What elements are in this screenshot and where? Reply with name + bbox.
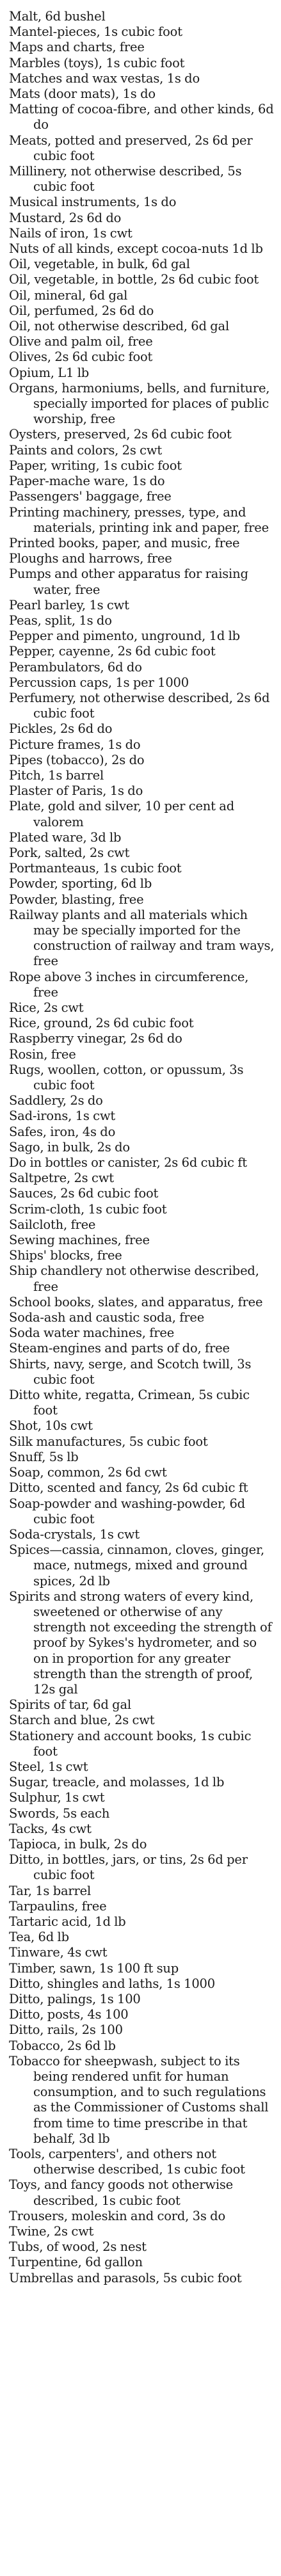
tariff-entry: Safes, iron, 4s do [9, 1124, 116, 1139]
tariff-entry: Tarpaulins, free [9, 1898, 107, 1914]
tariff-entry: Ship chandlery not otherwise described, free [9, 1263, 259, 1294]
tariff-entry: Nuts of all kinds, except cocoa-nuts 1d lb [9, 241, 263, 257]
tariff-entry: Tinware, 4s cwt [9, 1945, 108, 1960]
tariff-entry: Ditto, rails, 2s 100 [9, 2022, 123, 2038]
tariff-entry: Pitch, 1s barrel [9, 767, 104, 783]
tariff-entry: Steel, 1s cwt [9, 1759, 88, 1774]
tariff-entry: Passengers' baggage, free [9, 489, 172, 504]
tariff-entry: Peas, split, 1s do [9, 612, 112, 628]
tariff-entry: Turpentine, 6d gallon [9, 2255, 143, 2270]
tariff-entry: Picture frames, 1s do [9, 737, 141, 752]
tariff-entry: Plaster of Paris, 1s do [9, 783, 143, 799]
tariff-entry: Tubs, of wood, 2s nest [9, 2239, 147, 2255]
tariff-entry: Tapioca, in bulk, 2s do [9, 1836, 147, 1852]
tariff-entry: Ditto, palings, 1s 100 [9, 1992, 141, 2006]
tariff-entry: Olive and palm oil, free [9, 334, 153, 349]
tariff-entry: Shot, 10s cwt [9, 1418, 93, 1434]
tariff-entry: Rice, ground, 2s 6d cubic foot [9, 1016, 194, 1031]
tariff-entry: Pepper and pimento, unground, 1d lb [9, 628, 240, 644]
tariff-entry: Soda-crystals, 1s cwt [9, 1526, 140, 1542]
tariff-entry: Pearl barley, 1s cwt [9, 597, 129, 612]
tariff-entry: Millinery, not otherwise described, 5s cubic foot [9, 164, 242, 195]
tariff-entry: Musical instruments, 1s do [9, 195, 177, 210]
tariff-entry: Ditto, shingles and laths, 1s 1000 [9, 1976, 215, 1991]
tariff-entry: Matting of cocoa-fibre, and other kinds, 6d do [9, 102, 274, 132]
tariff-entry: Soap, common, 2s 6d cwt [9, 1465, 167, 1480]
tariff-entry: Nails of iron, 1s cwt [9, 225, 132, 241]
tariff-entry: Saltpetre, 2s cwt [9, 1171, 114, 1186]
tariff-entry: Ditto, posts, 4s 100 [9, 2007, 129, 2022]
tariff-entry: Paints and colors, 2s cwt [9, 442, 162, 458]
tariff-entry: Tacks, 4s cwt [9, 1821, 92, 1836]
tariff-entry: Ships' blocks, free [9, 1248, 122, 1263]
tariff-entry: Maps and charts, free [9, 40, 145, 55]
tariff-entry: Plate, gold and silver, 10 per cent ad valorem [9, 799, 234, 829]
tariff-entry: Pumps and other apparatus for raising water, free [9, 566, 248, 597]
tariff-entry: Spirits and strong waters of every kind, sweetened or otherwise of any strength not exceeding the strength of proof by Sykes's hydrometer, and so on in proportion for any greater strength than the strength of proof, 12s gal [9, 1588, 272, 1697]
tariff-entry: Rice, 2s cwt [9, 1000, 84, 1015]
tariff-entry: Stationery and account books, 1s cubic foot [9, 1728, 252, 1759]
tariff-list [9, 9, 275, 2286]
tariff-entry: Mantel-pieces, 1s cubic foot [9, 24, 182, 40]
tariff-entry: Ditto, in bottles, jars, or tins, 2s 6d per cubic foot [9, 1852, 248, 1883]
tariff-entry: Olives, 2s 6d cubic foot [9, 349, 153, 365]
tariff-entry: Meats, potted and preserved, 2s 6d per cubic foot [9, 132, 253, 163]
tariff-entry: Toys, and fancy goods not otherwise described, 1s cubic foot [9, 2177, 234, 2208]
tariff-entry: Printed books, paper, and music, free [9, 535, 240, 550]
tariff-entry: Ploughs and harrows, free [9, 551, 172, 566]
tariff-entry: Matches and wax vestas, 1s do [9, 70, 200, 86]
tariff-entry: Soap-powder and washing-powder, 6d cubic foot [9, 1496, 245, 1526]
tariff-entry: Sailcloth, free [9, 1217, 96, 1232]
tariff-entry: Portmanteaus, 1s cubic foot [9, 861, 182, 876]
tariff-entry: Soda water machines, free [9, 1325, 175, 1341]
tariff-entry: Tobacco for sheepwash, subject to its being rendered unfit for human consumption, and to such regulations as the Commissioner of Customs shall from time to time prescribe in that behalf, 3d lb [9, 2053, 269, 2146]
tariff-entry: Printing machinery, presses, type, and materials, printing ink and paper, free [9, 504, 269, 535]
tariff-entry: Sad-irons, 1s cwt [9, 1108, 115, 1124]
tariff-entry: Perfumery, not otherwise described, 2s 6d cubic foot [9, 690, 270, 721]
tariff-entry: Do in bottles or canister, 2s 6d cubic ft [9, 1155, 247, 1171]
tariff-entry: Tobacco, 2s 6d lb [9, 2038, 116, 2053]
tariff-entry: Trousers, moleskin and cord, 3s do [9, 2208, 225, 2223]
tariff-entry: Sewing machines, free [9, 1233, 150, 1248]
tariff-entry: Rugs, woollen, cotton, or opussum, 3s cubic foot [9, 1062, 244, 1093]
tariff-entry: Sugar, treacle, and molasses, 1d lb [9, 1775, 225, 1790]
tariff-entry: Powder, blasting, free [9, 892, 144, 907]
tariff-entry: Oysters, preserved, 2s 6d cubic foot [9, 427, 232, 442]
tariff-entry: Rosin, free [9, 1046, 76, 1062]
tariff-entry: Ditto white, regatta, Crimean, 5s cubic foot [9, 1388, 250, 1418]
tariff-entry: Sauces, 2s 6d cubic foot [9, 1186, 159, 1201]
tariff-entry: Saddlery, 2s do [9, 1093, 103, 1108]
tariff-entry: Snuff, 5s lb [9, 1449, 79, 1464]
tariff-entry: Oil, vegetable, in bottle, 2s 6d cubic foot [9, 272, 259, 287]
tariff-entry: Organs, harmoniums, bells, and furniture, specially imported for places of public worship, free [9, 380, 270, 427]
tariff-entry: Raspberry vinegar, 2s 6d do [9, 1031, 182, 1046]
tariff-entry: Paper, writing, 1s cubic foot [9, 458, 182, 473]
tariff-entry: Timber, sawn, 1s 100 ft sup [9, 1960, 179, 1976]
tariff-entry: Sulphur, 1s cwt [9, 1790, 105, 1805]
tariff-entry: Silk manufactures, 5s cubic foot [9, 1434, 208, 1449]
tariff-entry: Soda-ash and caustic soda, free [9, 1310, 205, 1325]
tariff-entry: Tar, 1s barrel [9, 1883, 92, 1898]
tariff-entry: Tools, carpenters', and others not otherwise described, 1s cubic foot [9, 2147, 245, 2177]
tariff-entry: Powder, sporting, 6d lb [9, 876, 152, 892]
tariff-entry: Percussion caps, 1s per 1000 [9, 675, 189, 690]
tariff-entry: Starch and blue, 2s cwt [9, 1713, 155, 1728]
tariff-entry: Pipes (tobacco), 2s do [9, 752, 145, 767]
tariff-entry: Tartaric acid, 1d lb [9, 1914, 126, 1929]
tariff-entry: Mats (door mats), 1s do [9, 86, 156, 102]
tariff-entry: Ditto, scented and fancy, 2s 6d cubic ft [9, 1480, 248, 1496]
tariff-entry: Twine, 2s cwt [9, 2224, 94, 2239]
tariff-entry: Oil, vegetable, in bulk, 6d gal [9, 257, 190, 272]
tariff-entry: Sago, in bulk, 2s do [9, 1139, 130, 1155]
tariff-entry: Spices—cassia, cinnamon, cloves, ginger, mace, nutmegs, mixed and ground spices, 2d lb [9, 1542, 264, 1588]
tariff-entry: Oil, perfumed, 2s 6d do [9, 303, 154, 318]
tariff-entry: Shirts, navy, serge, and Scotch twill, 3s cubic foot [9, 1356, 252, 1387]
tariff-entry: Pork, salted, 2s cwt [9, 845, 130, 860]
tariff-entry: Pepper, cayenne, 2s 6d cubic foot [9, 644, 216, 659]
tariff-entry: Mustard, 2s 6d do [9, 210, 122, 225]
tariff-entry: Opium, L1 lb [9, 365, 90, 380]
tariff-entry: Rope above 3 inches in circumference, free [9, 969, 249, 1000]
tariff-entry: Umbrellas and parasols, 5s cubic foot [9, 2270, 242, 2285]
tariff-entry: Swords, 5s each [9, 1805, 110, 1821]
tariff-entry: Perambulators, 6d do [9, 659, 142, 675]
tariff-entry: School books, slates, and apparatus, free [9, 1294, 263, 1309]
tariff-entry: Malt, 6d bushel [9, 9, 106, 24]
tariff-entry: Plated ware, 3d lb [9, 829, 122, 845]
tariff-entry: Marbles (toys), 1s cubic foot [9, 55, 185, 70]
tariff-entry: Railway plants and all materials which may be specially imported for the construction of railway and tram ways, free [9, 907, 275, 969]
tariff-entry: Oil, mineral, 6d gal [9, 287, 128, 303]
tariff-entry: Pickles, 2s 6d do [9, 721, 113, 737]
tariff-entry: Scrim-cloth, 1s cubic foot [9, 1201, 167, 1217]
tariff-entry: Paper-mache ware, 1s do [9, 474, 165, 489]
tariff-entry: Steam-engines and parts of do, free [9, 1341, 230, 1356]
tariff-entry: Tea, 6d lb [9, 1930, 69, 1945]
tariff-entry: Oil, not otherwise described, 6d gal [9, 319, 230, 334]
tariff-entry: Spirits of tar, 6d gal [9, 1697, 131, 1713]
